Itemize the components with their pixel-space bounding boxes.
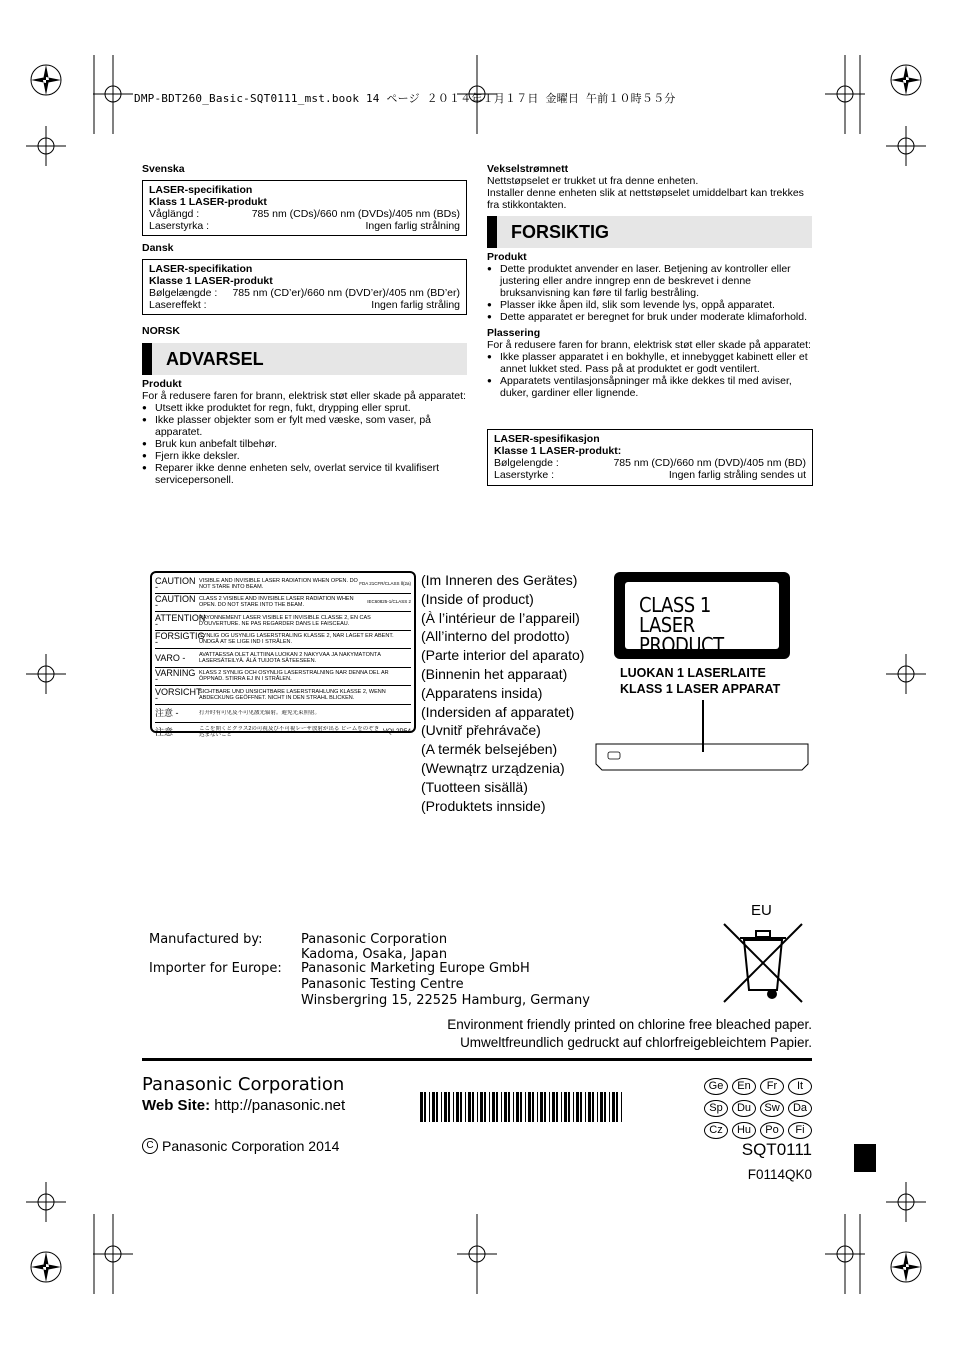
copyright-symbol: C [142,1138,158,1154]
lang-badge: Sp [704,1100,728,1117]
list-item: (À l’intérieur de l’appareil) [421,609,580,626]
environment-note [200,1016,812,1052]
lang-badge: En [732,1078,756,1095]
dansk-row1-label: Bølgelængde : [149,287,218,299]
norsk-heading: NORSK [142,325,180,337]
language-row [697,1075,812,1097]
barcode-bar [465,1092,466,1122]
barcode-bar [573,1092,574,1122]
list-item: ● Dette produktet anvender en laser. Betjening av kontroller eller justering eller andre inngrep enn de beskrevet i denne bruksanvisning kan føre til farlig bestråling. [487,263,812,299]
barcode-bar [520,1092,522,1122]
barcode-bar [472,1092,474,1122]
environment-note-en: Environment friendly printed on chlorine free bleached paper. [447,1017,812,1032]
language-row [697,1097,812,1119]
produkt-bullets [487,263,812,323]
barcode-bar [604,1092,606,1122]
warning-row: 注意 - ここを開くとクラス2の可視及び不可視レーザ放射が出る ビームをのぞき込まないこと VQL2P54 [155,725,411,738]
barcode-bar [492,1092,495,1122]
class-label-captions [620,665,780,697]
svenska-row2-value: Ingen farlig strålning [365,220,460,232]
norsk-row2-value: Ingen farlig stråling sendes ut [668,469,806,481]
list-item: ● Ikke plasser apparatet i en bokhylle, et innebygget kabinett eller et annet lukket sted. Pass på at produktet er godt ventilert. [487,351,812,375]
footer-company: Panasonic Corporation [142,1074,345,1095]
veksel-line2: Installer denne enheten slik at nettstøpselet umiddelbart kan trekkes fra stikkontakten. [487,187,804,211]
laser-warning-label [150,571,416,738]
inside-of-product-list [421,571,584,815]
warning-row: CAUTION - CLASS 2 VISIBLE AND INVISIBLE LASER RADIATION WHEN OPEN. DO NOT STARE INTO THE BEAM. IEC60825-1/CLASS 2 [155,594,411,611]
barcode-bar [513,1092,514,1122]
veksel-line1: Nettstøpselet er trukket ut fra denne enheten. [487,175,699,187]
list-item: ● Plasser ikke åpen ild, slik som levende lys, oppå apparatet. [487,299,812,311]
svenska-heading: Svenska [142,163,185,175]
barcode-bar [588,1092,591,1122]
importer-address: Winsbergring 15, 22525 Hamburg, Germany [301,993,590,1008]
lang-badge: Du [732,1100,756,1117]
norsk-spec-class: Klasse 1 LASER-produkt: [494,445,622,457]
weee-crossed-bin-icon [722,922,804,1008]
barcode-bar [600,1092,603,1122]
svenska-spec-box [142,180,467,236]
manufacturer-name: Panasonic Corporation [301,932,448,947]
list-item: ● Utsett ikke produktet for regn, fukt, drypping eller sprut. [142,402,467,414]
barcode-bar [448,1092,450,1122]
barcode-bar [552,1092,555,1122]
warning-row: CAUTION - VISIBLE AND INVISIBLE LASER RADIATION WHEN OPEN. DO NOT STARE INTO BEAM. FDA 21CFR/CLASS Ⅱ(2a) [155,575,411,592]
barcode-bar [612,1092,615,1122]
svenska-spec-title: LASER-specifikation [149,184,253,196]
environment-note-de: Umweltfreundlich gedruckt auf chlorfreigebleichtem Papier. [460,1035,812,1050]
class-label-line2: LASER PRODUCT [639,613,724,657]
advarsel-band: ADVARSEL [142,343,467,375]
barcode-bar [621,1092,622,1122]
list-item: (Wewnątrz urządzenia) [421,759,565,776]
barcode-bar [564,1092,567,1122]
barcode-bar [508,1092,510,1122]
class-label-caption1: LUOKAN 1 LASERLAITE [620,666,766,680]
list-item: (Tuotteen sisällä) [421,778,528,795]
barcode-bar [444,1092,447,1122]
warning-row: FORSIGTIG - SYNLIG OG USYNLIG LASERSTRÅLING KLASSE 2, NÅR LÅGET ER ÅBENT. UNDGÅ AT SE LIGE IND I STRÅLEN. [155,631,411,650]
footer-copyright [142,1138,339,1154]
manufacturer-address: Kadoma, Osaka, Japan [301,947,448,962]
warning-row: ATTENTION - RAYONNEMENT LASER VISIBLE ET INVISIBLE CLASSE 2, EN CAS D'OUVERTURE. NE PAS REGARDER DANS LE FAISCEAU. [155,612,411,631]
barcode-bar [424,1092,426,1122]
barcode-bar [525,1092,526,1122]
list-item: ● Ikke plasser objekter som er fylt med væske, som vaser, på apparatet. [142,414,467,438]
lang-badge: Da [788,1100,812,1117]
barcode-bar [556,1092,558,1122]
importer-name: Panasonic Marketing Europe GmbH [301,961,530,976]
dansk-row1-value: 785 nm (CD’er)/660 nm (DVD’er)/405 nm (BD’er) [232,287,460,299]
barcode-bar [484,1092,486,1122]
list-item: (Im Inneren des Gerätes) [421,572,578,588]
barcode-bar [468,1092,471,1122]
dansk-spec-title: LASER-specifikation [149,263,253,275]
player-device-illustration [594,700,814,775]
barcode-bar [580,1092,582,1122]
manufactured-by-label: Manufactured by: [149,932,263,947]
barcode-bar [429,1092,430,1122]
svenska-spec-class: Klass 1 LASER-produkt [149,196,267,208]
svenska-row2-label: Laserstyrka : [149,220,210,232]
produkt-heading: Produkt [487,251,527,263]
dansk-spec-box [142,259,467,315]
barcode-bar [456,1092,459,1122]
advarsel-bullets [142,402,467,486]
list-item: (Parte interior del aparato) [421,647,585,664]
barcode-bar [420,1092,423,1122]
barcode-bar [501,1092,502,1122]
footer-divider [142,1058,812,1061]
list-item: (All’interno del prodotto) [421,628,570,645]
footer-website [142,1097,345,1114]
dansk-spec-class: Klasse 1 LASER-produkt [149,275,273,287]
plassering-bullets [487,351,812,399]
list-item: ● Fjern ikke deksler. [142,450,467,462]
barcode-bar [597,1092,598,1122]
norsk-row1-value: 785 nm (CD)/660 nm (DVD)/405 nm (BD) [613,457,806,469]
barcode-bar [489,1092,490,1122]
warning-row: VORSICHT - SICHTBARE UND UNSICHTBARE LASERSTRAHLUNG KLASSE 2, WENN ABDECKUNG GEÖFFNET. NICHT IN DEN STRAHL BLICKEN. [155,686,411,705]
barcode-bar [516,1092,519,1122]
lang-badge: Po [760,1122,784,1139]
lang-badge: Fi [788,1122,812,1139]
plassering-heading: Plassering [487,327,541,339]
plassering-intro: For å redusere faren for brann, elektrisk støt eller skade på apparatet: [487,339,811,351]
barcode-bar [528,1092,531,1122]
list-item: (A termék belsejében) [421,741,558,758]
lang-badge: Ge [704,1078,728,1095]
barcode-bar [537,1092,538,1122]
importer-dept: Panasonic Testing Centre [301,977,464,992]
lang-badge: Sw [760,1100,784,1117]
forsiktig-section [487,251,812,399]
barcode-bar [544,1092,546,1122]
barcode-bar [436,1092,438,1122]
dansk-heading: Dansk [142,242,174,254]
dansk-row2-label: Lasereffekt : [149,299,207,311]
svenska-row1-value: 785 nm (CDs)/660 nm (DVDs)/405 nm (BDs) [251,208,460,220]
advarsel-intro: For å redusere faren for brann, elektrisk støt eller skade på apparatet: [142,390,466,402]
barcode-bar [549,1092,550,1122]
barcode-bar [477,1092,478,1122]
barcode-bar [540,1092,543,1122]
print-code: F0114QK0 [747,1167,812,1182]
barcode-bar [432,1092,435,1122]
lang-badge: Fr [760,1078,784,1095]
list-item: ● Bruk kun anbefalt tilbehør. [142,438,467,450]
list-item: (Uvnitř přehrávače) [421,722,541,739]
norsk-spec-title: LASER-spesifikasjon [494,433,600,445]
svenska-row1-label: Våglängd : [149,208,200,220]
lang-badge: Cz [704,1122,728,1139]
document-code: SQT0111 [741,1140,812,1159]
vekselstromnett-section [487,163,812,211]
eu-label: EU [751,902,772,919]
norsk-row2-label: Laserstyrke : [494,469,555,481]
language-badges [697,1075,812,1141]
barcode-bar [504,1092,507,1122]
dansk-row2-value: Ingen farlig stråling [371,299,460,311]
web-site-label: Web Site: [142,1097,211,1114]
advarsel-section [142,378,467,486]
list-item: ● Dette apparatet er beregnet for bruk under moderate klimaforhold. [487,311,812,323]
importer-label: Importer for Europe: [149,961,282,976]
barcode-bar [568,1092,570,1122]
barcode-bar [616,1092,618,1122]
warning-row: 注意 - 打开时有可见及不可见激光辐射。避免光束照射。 [155,705,411,724]
forsiktig-band: FORSIKTIG [487,216,812,248]
list-item: (Indersiden af apparatet) [421,703,575,720]
veksel-heading: Vekselstrømnett [487,163,569,175]
list-item: (Inside of product) [421,590,534,607]
warning-row: VARNING - KLASS 2 SYNLIG OCH OSYNLIG LASERSTRÅLNING NÄR DENNA DEL ÄR ÖPPNAD. STIRRA EJ IN I STRÅLEN. [155,668,411,687]
norsk-row1-label: Bølgelengde : [494,457,559,469]
list-item: ● Apparatets ventilasjonsåpninger må ikke dekkes til med aviser, duker, gardiner eller lignende. [487,375,812,399]
class1-laser-label [614,572,790,659]
barcode-bar [576,1092,579,1122]
barcode-bar [561,1092,562,1122]
barcode-bar [441,1092,442,1122]
list-item: (Binnenin het apparaat) [421,665,568,682]
barcode-bar [592,1092,594,1122]
barcode-bar [532,1092,534,1122]
warning-row: VARO - AVATTAESSA OLET ALTTIINA LUOKAN 2 NÄKYVÄÄ JA NÄKYMÄTÖNTÄ LASERSÄTEILYÄ. ÄLÄ TUIJOTA SÄTEESEEN. [155,649,411,668]
web-site-url[interactable]: http://panasonic.net [214,1097,346,1114]
barcode [418,1092,628,1122]
barcode-bar [453,1092,454,1122]
barcode-bar [496,1092,498,1122]
page-edge-tab [854,1144,876,1172]
lang-badge: Hu [732,1122,756,1139]
language-row [697,1119,812,1141]
barcode-bar [609,1092,610,1122]
barcode-bar [585,1092,586,1122]
lang-badge: It [788,1078,812,1095]
barcode-bar [460,1092,462,1122]
print-header: DMP-BDT260_Basic-SQT0111_mst.book 14 ページ ２０１４年１月１７日 金曜日 午前１０時５５分 [134,92,676,105]
class-label-line1: CLASS 1 [639,593,711,617]
copyright-text: Panasonic Corporation 2014 [162,1138,340,1154]
norsk-spec-box [487,429,813,486]
list-item: ● Reparer ikke denne enheten selv, overlat service til kvalifisert servicepersonell. [142,462,467,486]
class-label-caption2: KLASS 1 LASER APPARAT [620,682,781,696]
barcode-bar [480,1092,483,1122]
list-item: (Produktets innside) [421,797,546,814]
advarsel-subheading: Produkt [142,378,182,390]
list-item: (Apparatens insida) [421,684,543,701]
